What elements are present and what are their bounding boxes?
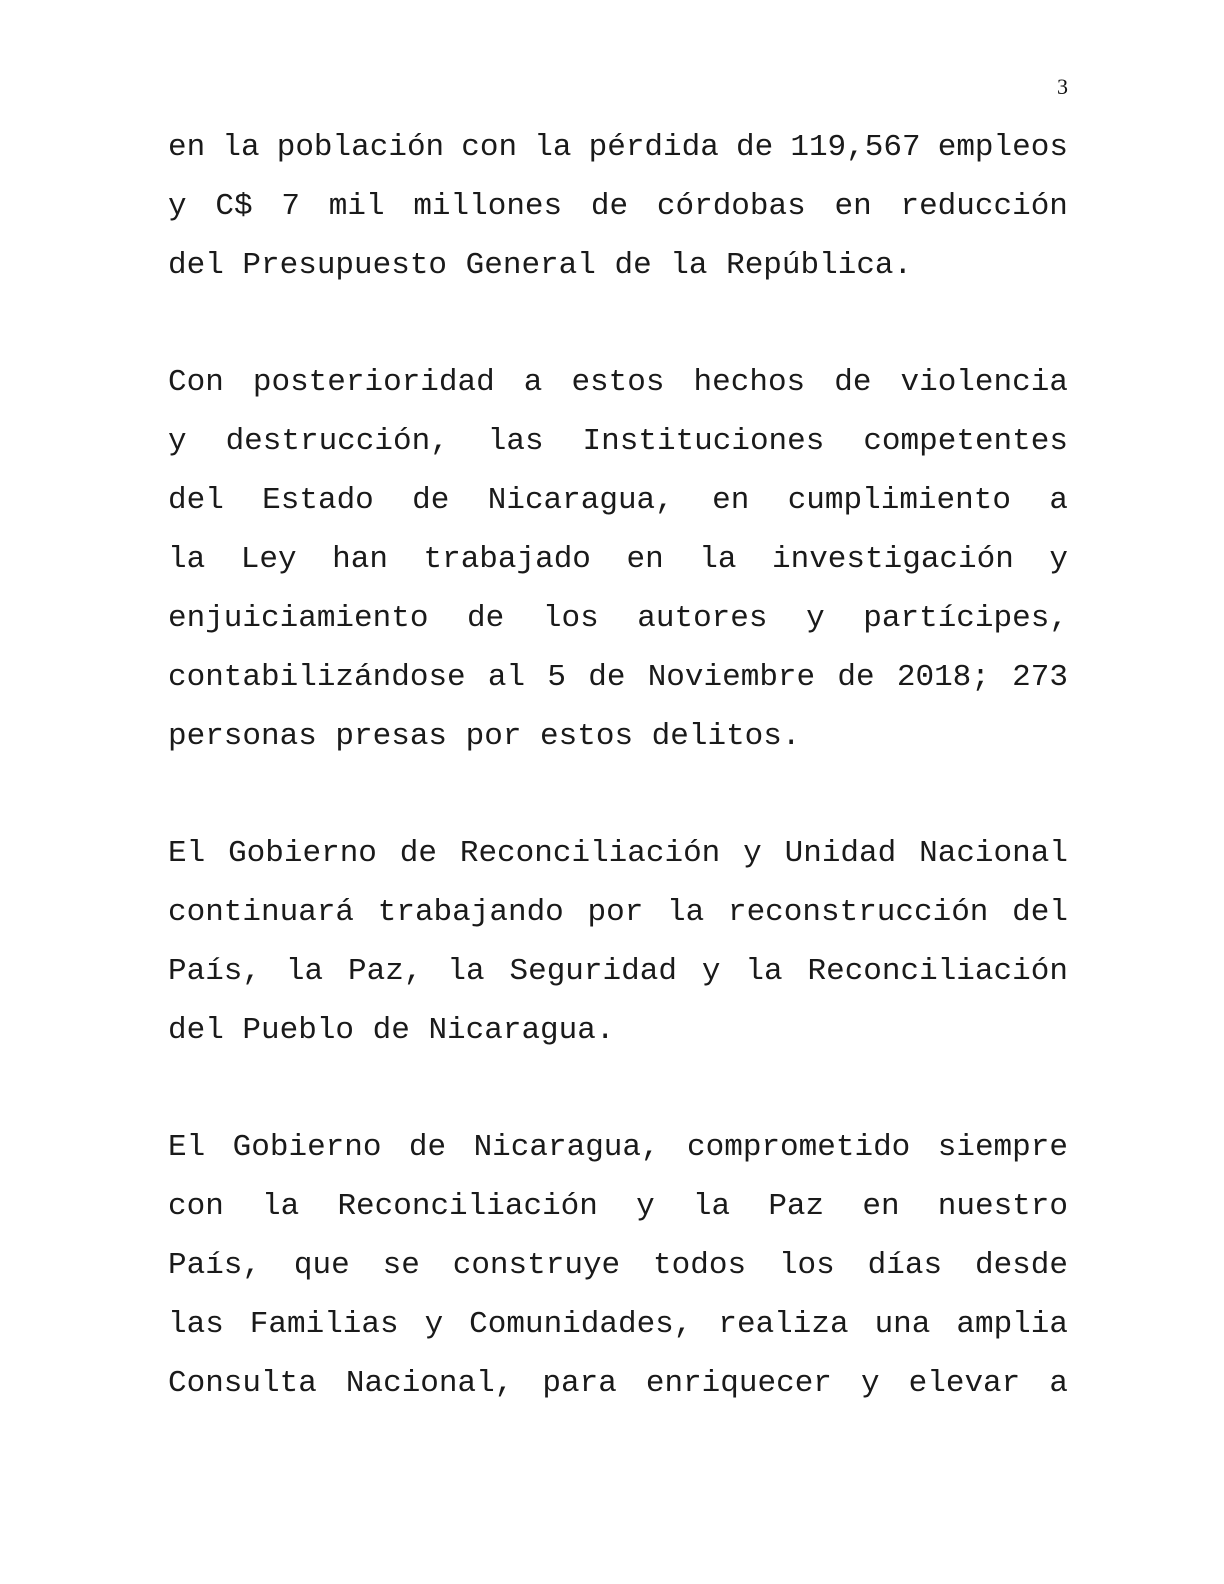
paragraph: [168, 118, 1068, 295]
word: trabajado: [423, 542, 591, 577]
word: los: [542, 601, 599, 636]
word: y: [168, 424, 187, 459]
word: la: [534, 130, 572, 165]
word: Estado: [262, 483, 374, 518]
word: y: [701, 954, 721, 989]
word: pérdida: [588, 130, 719, 165]
word: competentes: [863, 424, 1068, 459]
word: la: [262, 1189, 300, 1224]
word: y: [860, 1366, 880, 1401]
word: Gobierno: [232, 1130, 382, 1165]
word: 7: [281, 189, 300, 224]
word: Nicaragua,: [473, 1130, 660, 1165]
word: la: [667, 895, 705, 930]
word: la: [285, 954, 324, 989]
word: personas: [168, 719, 317, 754]
word: los: [778, 1248, 835, 1283]
word: desde: [974, 1248, 1068, 1283]
word: General: [465, 248, 596, 283]
word: realiza: [718, 1307, 849, 1342]
word: córdobas: [656, 189, 806, 224]
word: Con: [168, 365, 224, 400]
page-number: 3: [1057, 74, 1068, 99]
word: en: [168, 130, 206, 165]
word: autores: [637, 601, 768, 636]
word: de: [399, 836, 437, 871]
word: la: [447, 954, 485, 989]
word: delitos.: [651, 719, 801, 754]
word: cumplimiento: [787, 483, 1011, 518]
word: posterioridad: [252, 365, 495, 400]
word: en: [712, 483, 750, 518]
word: en: [862, 1189, 900, 1224]
word: Paz: [768, 1189, 825, 1224]
word: trabajando: [377, 895, 564, 930]
word: de: [834, 365, 872, 400]
word: población: [276, 130, 445, 165]
word: la: [222, 130, 260, 165]
word: enjuiciamiento: [168, 601, 429, 636]
word: País,: [168, 1248, 262, 1283]
word: de: [412, 483, 450, 518]
word: y: [636, 1189, 655, 1224]
word: millones: [413, 189, 563, 224]
word: violencia: [900, 365, 1068, 400]
word: reducción: [900, 189, 1068, 224]
word: destrucción,: [225, 424, 449, 459]
word: Reconciliación: [807, 954, 1068, 989]
word: Noviembre: [647, 660, 816, 695]
text-line: [168, 530, 1068, 589]
word: por: [587, 895, 644, 930]
word: las: [168, 1307, 224, 1342]
word: a: [523, 365, 543, 400]
word: Reconciliación: [459, 836, 721, 871]
word: la: [692, 1189, 731, 1224]
word: por: [465, 719, 522, 754]
text-line: [168, 118, 1068, 177]
word: de: [735, 130, 774, 165]
word: mil: [328, 189, 385, 224]
word: El: [168, 1130, 206, 1165]
text-line: [168, 648, 1068, 707]
word: partícipes,: [863, 601, 1068, 636]
word: que: [293, 1248, 350, 1283]
word: continuará: [168, 895, 355, 930]
word: Nacional,: [345, 1366, 514, 1401]
word: presas: [335, 719, 448, 754]
word: la: [670, 248, 708, 283]
word: y: [168, 189, 187, 224]
word: en: [834, 189, 872, 224]
word: construye: [452, 1248, 621, 1283]
text-line: [168, 942, 1068, 1001]
word: elevar: [908, 1366, 1021, 1401]
word: del: [168, 1013, 224, 1048]
text-line: [168, 177, 1068, 236]
word: Nacional: [919, 836, 1068, 871]
text-line: [168, 883, 1068, 942]
word: a: [1049, 483, 1068, 518]
word: 5: [547, 660, 566, 695]
word: Seguridad: [509, 954, 677, 989]
word: de: [408, 1130, 447, 1165]
word: Unidad: [784, 836, 897, 871]
word: Reconciliación: [337, 1189, 598, 1224]
word: nuestro: [937, 1189, 1068, 1224]
word: las: [487, 424, 544, 459]
text-line: [168, 1295, 1068, 1354]
word: al: [487, 660, 526, 695]
word: de: [590, 189, 629, 224]
text-line: [168, 589, 1068, 648]
text-line: [168, 236, 1068, 295]
word: siempre: [937, 1130, 1068, 1165]
document-body: [168, 118, 1068, 1471]
word: Presupuesto: [242, 248, 448, 283]
word: 2018;: [896, 660, 990, 695]
word: y: [1049, 542, 1068, 577]
word: estos: [571, 365, 665, 400]
word: de: [372, 1013, 410, 1048]
word: una: [874, 1307, 931, 1342]
word: del: [168, 483, 224, 518]
text-line: [168, 1118, 1068, 1177]
word: Nicaragua,: [487, 483, 674, 518]
word: y: [743, 836, 762, 871]
word: C$: [215, 189, 253, 224]
word: se: [382, 1248, 420, 1283]
word: estos: [540, 719, 634, 754]
word: País,: [168, 954, 262, 989]
word: de: [588, 660, 626, 695]
word: días: [867, 1248, 943, 1283]
paragraph: [168, 824, 1068, 1060]
word: Familias: [249, 1307, 399, 1342]
word: contabilizándose: [168, 660, 466, 695]
word: en: [626, 542, 664, 577]
paragraph: [168, 1118, 1068, 1413]
word: Consulta: [168, 1366, 317, 1401]
word: Pueblo: [242, 1013, 355, 1048]
word: El: [168, 836, 206, 871]
word: empleos: [937, 130, 1068, 165]
text-line: [168, 471, 1068, 530]
word: enriquecer: [645, 1366, 832, 1401]
text-line: [168, 1236, 1068, 1295]
text-line: [168, 412, 1068, 471]
paragraph: [168, 353, 1068, 766]
text-line: [168, 353, 1068, 412]
text-line: [168, 824, 1068, 883]
word: Ley: [240, 542, 297, 577]
word: de: [467, 601, 505, 636]
word: del: [1012, 895, 1068, 930]
word: Instituciones: [582, 424, 825, 459]
word: de: [837, 660, 875, 695]
word: con: [461, 130, 518, 165]
word: todos: [653, 1248, 747, 1283]
word: con: [168, 1189, 224, 1224]
word: y: [424, 1307, 444, 1342]
word: a: [1049, 1366, 1068, 1401]
word: reconstrucción: [727, 895, 989, 930]
word: del: [168, 248, 224, 283]
word: Gobierno: [228, 836, 377, 871]
word: de: [614, 248, 652, 283]
text-line: [168, 1354, 1068, 1413]
word: la: [745, 954, 783, 989]
word: comprometido: [687, 1130, 911, 1165]
word: hechos: [693, 365, 806, 400]
word: 273: [1012, 660, 1068, 695]
word: amplia: [956, 1307, 1068, 1342]
word: para: [542, 1366, 617, 1401]
word: la: [699, 542, 737, 577]
word: República.: [726, 248, 913, 283]
text-line: [168, 1001, 1068, 1060]
word: la: [168, 542, 206, 577]
text-line: [168, 1177, 1068, 1236]
word: 119,567: [790, 130, 921, 165]
word: Comunidades,: [469, 1307, 693, 1342]
text-line: [168, 707, 1068, 766]
word: Paz,: [348, 954, 423, 989]
word: Nicaragua.: [428, 1013, 615, 1048]
word: han: [332, 542, 388, 577]
word: investigación: [772, 542, 1014, 577]
word: y: [806, 601, 825, 636]
